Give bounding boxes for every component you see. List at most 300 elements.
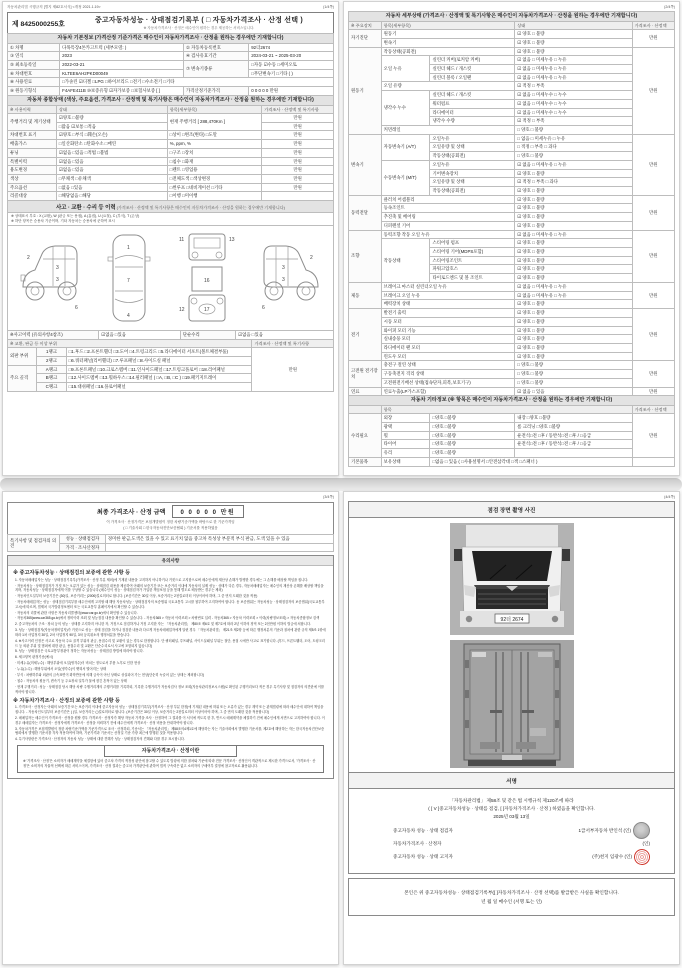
cell: ☑ 양호 □ 불량: [515, 352, 632, 361]
cell: 냉각수 누수: [381, 91, 430, 126]
cell: 동력조향 작동 오일 누유: [381, 230, 515, 239]
cell: ☑ 양호 □ 불량: [515, 187, 632, 196]
cell: ☑ 없음 □ 미세누유 □ 누유: [515, 230, 632, 239]
cell: 유리: [381, 449, 430, 458]
accident-section-title: 사고 · 교환 · 수리 등 이력: [56, 204, 116, 211]
table-row: [349, 195, 675, 204]
confirm-line: ( [ V ]중고자동차성능 · 상태를 점검, [ ]자동차가격조사 · 산정 ) 하였음을 확인합니다.: [428, 805, 595, 811]
table-row: [349, 396, 675, 406]
cell: 조향: [349, 230, 382, 282]
legal-paragraph: · 자동차의 리콜에 관한 사항은 자동차리콜센터(www.car.go.kr)에서 확인할 수 있습니다.: [15, 610, 138, 615]
cell: □9.프론트패널 □10.크로스멤버 □11.인사이드패널 □17.트렁크플로어 □18.리어패널: [66, 365, 252, 374]
table-row: [349, 221, 675, 230]
cell: 타이어: [381, 440, 430, 449]
exchange-panel-table: [7, 339, 334, 392]
cell: ※ 사용이력: [8, 105, 57, 113]
signer-name: (인): [642, 841, 650, 847]
notice-s1-title: ※ 중고자동차성능 · 상태점검의 보증에 관한 사항 등: [13, 570, 131, 577]
cell: 윈도우 모터: [381, 352, 515, 361]
cell: 클러치 어셈블리: [381, 195, 515, 204]
cell: ⑥ 차대번호: [8, 69, 60, 78]
cell: 스티어링조인트: [430, 256, 515, 265]
cell: □양호 □불량: [430, 431, 515, 440]
cell: 작동상태(공회전): [381, 47, 515, 56]
car-diagram-side-left: [13, 229, 89, 327]
legal-paragraph: 4. 특기사항란은 가격조사 · 산정자의 자동차 성능 · 상태에 대한 견해가 성능 · 상태점검자의 견해와 다를 경우 표시합니다.: [15, 737, 185, 742]
cell: ③ 연식: [8, 52, 60, 61]
table-row: [349, 239, 675, 248]
cell: ☑ 적정 □ 부족 □ 과다: [515, 178, 632, 187]
diagram-number: 3: [55, 264, 59, 271]
cell: ☑ 양호 □ 불량: [515, 274, 632, 283]
cell: 주요옵션: [8, 183, 57, 192]
cell: 변속기: [381, 38, 515, 47]
basic-info-table: [7, 33, 334, 96]
cell: ☑ 없음 □ 있음: [515, 387, 632, 396]
page-mark-2: (2/4쪽): [664, 5, 675, 9]
cell: 수리필요: [349, 414, 382, 458]
cell: 발전기 출력: [381, 309, 515, 318]
price-term-box: [17, 745, 324, 773]
cell: 다목특장4톤카고트럭 (세부모델: ): [60, 43, 184, 52]
detail-header: 자동차 세부상태 (가격조사 · 산정액 및 특기사항은 매수인이 자동차가격조사 · 산정을 원하는 경우에만 기재합니다): [349, 12, 675, 22]
legal-paragraph: · 자동차매매업자는 성능 · 상태점검기록부를 매수인에게 고지할 때 해당 자동차성능 · 상태점검자의 보증범위 국토교통부 고시를 첨부하여 고지하여야 합니다. 동 보증범위는 자동차성능 · 상태점검자의 보증범위(국토교통부 고시)에 따르며, 법제처 국가법령정보센터 또는 국토교통부 홈페이지에서 확인할 수 있습니다.: [15, 600, 325, 609]
cell: ☑없음 □있음: [236, 330, 334, 339]
basic-info-header: 자동차 기본정보 (가격산정 기준가격은 매수인이 자동차가격조사 · 산정을 원하는 경우에만 기재합니다): [8, 34, 334, 44]
cell: 1랭크: [37, 348, 66, 357]
cell: 오일 유량: [381, 82, 515, 91]
diagram-number: 17: [204, 306, 210, 313]
cell: 오일유량 및 상태: [430, 143, 515, 152]
cell: 만원: [262, 183, 334, 192]
cell: 냉각수 수량: [430, 117, 515, 126]
company-stamp-icon: [633, 848, 652, 867]
table-row: [349, 213, 675, 222]
cell: ☑ 없음 □ 미세누유 □ 누유: [515, 73, 632, 82]
legal-paragraph: · 자동차365(www.car365.go.kr)에서 정비이력 조회 및 성능점검 내용을 확인할 수 있습니다. - 자동차365 > 자동차 이력조회 > 차량번호 입력 - 자동차365 > 자동차 이력조회 > 이력(차량정보조회) > 자동차종합정보 검색: [15, 616, 320, 621]
accident-section-bar: [7, 200, 334, 213]
table-row: [8, 166, 334, 175]
page-2: [343, 1, 680, 476]
diagram-number: 4: [126, 312, 130, 319]
cell: ☑양호 □불량: [56, 113, 167, 122]
signer-role: 중고자동차 성능 · 상태 고지자: [393, 854, 453, 860]
cell: 실린더 헤드 / 개스킷: [430, 64, 515, 73]
photo-area: [348, 517, 675, 773]
legal-paragraph: · 미세누유(미세누수) : 해당부위에 오일(냉각수)이 비치는 정도로서 부품 노후로 인한 현상: [15, 661, 141, 666]
cell: 원동기: [381, 30, 515, 39]
cell: □ 양호 □ 불량: [515, 361, 632, 370]
diagram-number: 12: [179, 306, 185, 313]
cell: ☑ 없음 □ 미세누수 □ 누수: [515, 91, 632, 100]
signer-row-notifier: [393, 849, 650, 865]
form-note: 자동차관리법 시행규칙 [별지 제82호서식] <개정 2021.1.19>: [7, 5, 101, 9]
cell: 가격조사 · 산정액 및 특기사항: [262, 105, 334, 113]
law-reference-line: 「자동차관리법」 제58조 및 같은 법 시행규칙 제120조에 따라: [449, 798, 574, 803]
legal-paragraph: 1. 가격조사 · 산정자는 아래의 보증기간 또는 보증거리 이내에 중고자동차 성능 · 상태점검기록부(가격조사 · 산정 부분 한정)에 기재된 내용에 허위 또는 오류가 있는 경우 계약 또는 관계법령에 따라 매수인에 대하여 책임을 집니다. - 자동차인도일부터 보증기간은 ( )일, 보증거리는 ( )킬로미터로 합니다. (보증기간은 30일 이상, 보증거리는 2천킬로미터 이상이어야 하며, 그 중 먼저 도래한 것을 적용합니다): [15, 705, 324, 715]
table-row: [8, 339, 334, 347]
signer-role: 중고자동차 성능 · 상태 점검자: [393, 827, 453, 833]
detail-status-table: [348, 11, 675, 396]
cell: 실내송풍 모터: [381, 335, 515, 344]
cell: 동력전달: [349, 195, 382, 230]
notice-s1-paragraphs: [8, 578, 333, 695]
cell: 현재 주행거리 [ 288,470Km ]: [167, 113, 262, 130]
cell: 만원: [632, 47, 674, 134]
cell: ☑ 양호 □ 불량: [515, 38, 632, 47]
cell: ☑없음 □있음: [56, 157, 167, 166]
legal-paragraph: · 자동차인도일부터 보증기간은 (30)일, 보증거리는 (2000)킬로미터로 합니다. (보증기간은 30일 이상, 보증거리는 2천킬로미터 이상이어야 하며, 그 중 먼저 도래한 것을 적용): [15, 594, 258, 599]
table-row: [8, 113, 334, 122]
final-price-note-1: 이 가격조사 · 산정가격은 보험개발원이 정한 차량기준가액을 바탕으로 한 기준가격임: [106, 519, 235, 524]
diagram-number: 7: [126, 277, 130, 284]
cell: 만원: [262, 175, 334, 184]
photo-section-title: 점검 장면 촬영 사진: [348, 501, 675, 518]
cell: 가격조사 · 산정액: [632, 405, 674, 413]
cell: 가격산정기준가격: [184, 87, 249, 96]
cell: 전기: [349, 309, 382, 361]
cell: ☑ 적정 □ 부족: [515, 117, 632, 126]
cell: □무채색 □유채색: [56, 175, 167, 184]
table-row: [8, 95, 334, 105]
doc-title: 중고자동차성능 · 상태점검기록부 ( □ 자동차가격조사 · 산정 선택 ): [94, 17, 303, 24]
cell: □자동 ☑수동 □세미오토: [249, 61, 334, 70]
cell: □렌트 □영업용: [167, 166, 262, 175]
cell: 만원: [262, 122, 334, 131]
cell: 내장 □양호 □불량: [515, 414, 632, 423]
license-plate: 92더 2674: [500, 617, 523, 623]
cell: □썬루프 □네비게이션 □기타: [167, 183, 262, 192]
cell: ☑ 없음 □ 미세누유 □ 누유: [515, 64, 632, 73]
cell: 배력장치 상태: [381, 300, 515, 309]
table-row: [349, 21, 675, 29]
cell: 타이로드엔드 및 볼 조인트: [430, 274, 515, 283]
table-row: [8, 105, 334, 113]
cell: 만원: [632, 309, 674, 361]
cell: ☑ 양호 □ 불량: [515, 317, 632, 326]
legal-paragraph: · 부식 : 차량하부와 외판의 금속표면이 화학반응에 의해 금속이 아닌 상태로 상실되어 가는 현상(단순히 녹슬어 있는 상태는 제외합니다): [15, 673, 205, 678]
cell: 색상: [8, 175, 57, 184]
diagram-note-1: ※ 상태표시 부호 : X (교환), W (판금 또는 용접), A (흠집), U (요철), C (부식), T (손상): [11, 214, 140, 219]
diagram-number: 13: [229, 236, 235, 243]
table-row: [349, 431, 675, 440]
cell: 만원: [262, 157, 334, 166]
legal-paragraph: 1. 자동차매매업자는 성능 · 상태점검기록부(가격조사 · 산정 부분 제외)에 기재된 내용을 고지하지 아니하거나 거짓으로 고지함으로써 매수인에게 재산상 손해가 발생한 경우에는 그 손해를 배상할 책임을 집니다.: [15, 577, 309, 582]
cell: [632, 457, 674, 466]
diagram-number: 6: [74, 304, 78, 311]
page-3: [2, 491, 339, 965]
doc-subtitle: ※ 자동차가격조사 · 산정은 매수인이 원하는 경우 제공하는 서비스입니다.: [143, 26, 255, 30]
cell: 실린더 커버(로커암 커버): [430, 56, 515, 65]
cell: ② 자동차등록번호: [184, 43, 249, 52]
cell: ⑦ 변속기종류: [184, 61, 249, 78]
table-row: [349, 38, 675, 47]
car-diagram-top: [96, 229, 162, 327]
cell: 자기진단: [349, 30, 382, 47]
table-row: [349, 47, 675, 56]
table-row: [8, 34, 334, 44]
diagram-number: 11: [179, 236, 185, 243]
table-row: [349, 378, 675, 387]
cell: 만원: [632, 134, 674, 195]
cell: □1.후드 □2.프론트휀더 □3.도어 □4.트렁크리드 □5.라디에이터 서포트(볼트체결부품): [66, 348, 252, 357]
cell: □전체도색 □색상변경: [167, 175, 262, 184]
signer-name: 1급서부자동차 반인석 (인): [578, 827, 631, 833]
cell: ☑ 양호 □ 불량: [515, 169, 632, 178]
table-row: [349, 335, 675, 344]
table-row: [8, 183, 334, 192]
car-diagram-side-right: [252, 229, 328, 327]
title-box: [7, 12, 334, 34]
diagram-number: 3: [282, 276, 286, 283]
cell: 작동상태(공회전): [430, 187, 515, 196]
table-row: [349, 82, 675, 91]
notice-s2-title: ※ 자동차가격조사 · 산정의 보증에 관한 사항 등: [13, 698, 121, 705]
cell: ☑없음 □있음: [99, 330, 181, 339]
table-row: [349, 370, 675, 379]
cell: ☑ 양호 □ 불량: [515, 335, 632, 344]
cell: 2랭크: [37, 356, 66, 365]
cell: 운전석□전 □후 / 동반석□전 □후 / □응급: [515, 431, 632, 440]
page-divider: [0, 478, 682, 491]
cell: □없음 □ 있음 ( □사용설명서 □안전삼각대 □잭 □스패너 ): [430, 457, 632, 466]
cell: ☑ 양호 □ 불량: [515, 30, 632, 39]
cell: 만원: [632, 282, 674, 308]
cell: 만원: [262, 131, 334, 140]
cell: 고전원 전기장치: [349, 361, 382, 387]
table-row: [349, 326, 675, 335]
cell: 변속기: [349, 134, 382, 195]
cell: □ 양호 □ 불량: [515, 378, 632, 387]
cell: 휠: [381, 431, 430, 440]
cell: 브레이크 오일 누유: [381, 291, 515, 300]
notice-section: [7, 555, 334, 778]
cell: ⑧ 사용연료: [8, 78, 60, 87]
cell: B랭크: [37, 374, 66, 383]
cell: 보유상태: [381, 457, 430, 466]
cell: 연료: [349, 387, 382, 396]
cell: 실린더 헤드 / 개스킷: [430, 91, 515, 100]
cell: □양호 □불량: [430, 414, 515, 423]
cell: 파워고압호스: [430, 265, 515, 274]
table-row: [349, 56, 675, 65]
table-row: [349, 309, 675, 318]
diagram-number: 2: [310, 254, 314, 261]
cell: 2022-03-21: [60, 61, 184, 70]
cell: ☑양호 □부식 □훼손(오손): [56, 131, 167, 140]
cell: [349, 405, 382, 413]
table-row: [349, 291, 675, 300]
table-row: [349, 352, 675, 361]
table-row: [349, 230, 675, 239]
cell: 실린더 블록 / 오일팬: [430, 73, 515, 82]
cell: C랭크: [37, 383, 66, 392]
table-row: [8, 175, 334, 184]
cell: □양호 □불량: [430, 423, 515, 432]
cell: 디퍼렌셜 기어: [381, 221, 515, 230]
cell: [515, 449, 632, 458]
cell: □ 양호 □ 불량: [515, 370, 632, 379]
inspection-date: 2025년 03월 13일: [493, 813, 530, 819]
comprehensive-status-table: [7, 95, 334, 201]
cell: 스티어링 기어(MDPS포함): [430, 248, 515, 257]
cell: 충전구 절연 상태: [381, 361, 515, 370]
table-row: [349, 160, 675, 169]
truck-front-photo: [450, 523, 574, 635]
cell: ☑없음 □있음: [56, 166, 167, 175]
cell: 추진축 및 베어링: [381, 213, 515, 222]
cell: ☑ 양호 □ 불량: [515, 265, 632, 274]
cell: 2023: [60, 52, 184, 61]
diagram-number: 3: [55, 276, 59, 283]
page-mark-4: (4/4쪽): [664, 495, 675, 499]
cell: 상태: [56, 105, 167, 113]
cell: 차대번호 표기: [8, 131, 57, 140]
legal-paragraph: 2. 중고자동차의 구조 · 장치 등의 성능 · 상태를 고지하지 아니한 자, 거짓으로 점검하거나 거짓 고지한 자는 「자동차관리법」 제80조 제6호 및 제7호에 따라 2년 이하의 징역 또는 2천만원 이하의 벌금에 처합니다.: [15, 622, 311, 627]
cell: 0 0 0 0 0 만원: [249, 87, 334, 96]
cell: 항목(세부항목): [381, 21, 515, 29]
inspector-stamp-icon: [633, 822, 650, 839]
cell: 항목: [381, 405, 632, 413]
cell: ☑ 없음 □ 미세누유 □ 누유: [515, 160, 632, 169]
cell: 작동상태: [381, 239, 430, 283]
cell: ☑ 없음 □ 미세누수 □ 누수: [515, 99, 632, 108]
cell: 외판 부위: [8, 348, 37, 365]
page-4: [343, 491, 680, 965]
cell: ☑ 없음 □ 미세누유 □ 누유: [515, 282, 632, 291]
cell: 가격 · 조사산정자: [60, 543, 106, 552]
cell: 룸 크리닝 □양호 □불량: [515, 423, 632, 432]
doc-number: 제 8425000255호: [12, 21, 65, 28]
cell: 등속조인트: [381, 204, 515, 213]
cell: 단순수리: [180, 330, 235, 339]
table-row: [349, 134, 675, 143]
cell: ☑ 없음 □ 미세누유 □ 누유: [515, 56, 632, 65]
final-price-amount: 0 0 0 0 0 만원: [172, 505, 245, 518]
table-row: [349, 457, 675, 466]
diagram-number: 3: [282, 264, 286, 271]
legal-paragraph: 4. ※사고이력 인정은 사고로 자동차 주요 골격 부위의 판금, 용접수리 및 교환이 있는 경우로 한정합니다. 단 쿼터패널, 루프패널, 사이드실패널 부위는 절단, 용접 시에만 사고로 표기합니다. (후드, 프론트휀더, 도어, 트렁크리드 등 외판 부위 및 범퍼에 대한 판금, 용접수리 및 교환은 단순수리로서 사고에 포함되지 않습니다): [15, 638, 325, 648]
cell: □ 없음 □ 미세누유 □ 누유: [515, 134, 632, 143]
cell: ☑없음 □있음 □적법 □불법: [56, 148, 167, 157]
cell: □ 양호 □ 불량: [515, 125, 632, 134]
cell: 자동변속기 (A/T): [381, 134, 430, 160]
diagram-note-2: ※ 하단 항목은 승용차 기준이며, 기타 자동차는 승용차에 준하여 표시: [11, 219, 115, 224]
cell: 만원: [252, 348, 334, 392]
table-row: [349, 204, 675, 213]
inspector-opinion-table: [7, 534, 334, 552]
cell: 만원: [632, 387, 674, 396]
legal-paragraph: 2. 매매업자는 매수인이 가격조사 · 산정을 원할 경우 가격조사 · 산정자가 해당 자동차 가격을 조사 · 산정하여 그 결과를 이 서식에 적도록 한 후, 반드시 매매계약을 체결하기 전에 매수인에게 서면으로 고지하여야 합니다. 이 경우 매매업자는 가격조사 · 산정자에게 가격조사 · 산정을 의뢰하기 전에 매수인에게 가격조사 · 산정 비용을 안내하여야 합니다.: [15, 715, 325, 725]
cell: □12.사이드멤버 □13.휠하우스 □14.필러패널 ( □A, □B, □C ) □19.패키지트레이: [66, 374, 252, 383]
table-row: [349, 343, 675, 352]
cell: □많음 ☑보통 □적음: [56, 122, 167, 131]
cell: 가격조사 · 산정액: [632, 21, 674, 29]
final-price-box: [7, 502, 334, 535]
etc-info-table: [348, 395, 675, 466]
cell: 만원: [632, 30, 674, 47]
cell: 특기사항 및 점검자의 의견: [8, 535, 60, 552]
comprehensive-header: 자동차 종합상태 (색상, 주요옵션, 가격조사 · 산정액 및 특기사항은 매수인이 자동차가격조사 · 산정을 원하는 경우에만 기재합니다): [8, 95, 334, 105]
page-mark-3: (3/4쪽): [323, 495, 334, 499]
notice-title: 유의사항: [8, 556, 333, 566]
signer-row-appraiser: [393, 841, 650, 847]
cell: ※사고이력 (유의사항4참조): [8, 330, 99, 339]
cell: ☑ 양호 □ 불량: [515, 309, 632, 318]
cell: ※ 주요장치: [349, 21, 382, 29]
table-row: [8, 52, 334, 61]
car-damage-diagram: [7, 225, 334, 331]
table-row: [8, 157, 334, 166]
cell: 고전원전기배선 상태(접속단자,피복,보호기구): [381, 378, 515, 387]
cell: 경미한 판금,도색은 있을 수 있고 표기치 않음 중고차 특성상 부분적 부식 판금, 도색 있을 수 있음: [105, 535, 333, 544]
accident-section-note: (가격조사 · 산정액 및 특기사항은 매수인이 자동차가격조사 · 산정을 원하는 경우에만 기재합니다): [116, 204, 285, 210]
cell: 원동기: [349, 47, 382, 134]
cell: ☑ 양호 □ 불량: [515, 213, 632, 222]
car-diagram-front-rear: [169, 229, 245, 327]
cell: □가솔린 ☑디젤 □LPG □하이브리드 □전기 □수소전기 □기타: [60, 78, 334, 87]
table-row: [349, 282, 675, 291]
cell: 오일유량 및 상태: [430, 178, 515, 187]
cell: 커먼레일: [381, 125, 515, 134]
cell: 만원: [262, 148, 334, 157]
cell: □없음 □있음: [56, 183, 167, 192]
cell: 기어변속장치: [430, 169, 515, 178]
legal-paragraph: 5. 성능 · 상태점검은 국토교통부장관이 정하는 자동차성능 · 상태점검 방법에 따라야 합니다.: [15, 649, 144, 654]
legal-paragraph: 3. 자동차가격은 보험개발원이 정한 차량기준가액을 기준가격으로 조사 · 산정하되, 기준서는 「자동차관리법」 제58조의4제1호에 해당하는 자는 기술사회에서 발행한 기준서를, 제2호에 해당하는 자는 한국자동차진단보증협회에서 발행한 기준서를 각자 적용하여야 하며, 기준가격과 기준서는 산정일 기준 가장 최근에 발행된 것을 적용합니다.: [15, 726, 325, 736]
cell: □해당없음 □해당: [56, 192, 167, 201]
cell: KLTEE6AH2PKD00049: [60, 69, 184, 78]
cell: ④ 검사유효기간: [184, 52, 249, 61]
table-row: [8, 78, 334, 87]
cell: ☑ 양호 □ 불량: [515, 47, 632, 56]
cell: 광택: [381, 423, 430, 432]
cell: 제동: [349, 282, 382, 308]
cell: ⑤ 최초등록일: [8, 61, 60, 70]
table-row: [349, 300, 675, 309]
cell: 라디에이터 팬 모터: [381, 343, 515, 352]
cell: □ 양호 □ 불량: [515, 152, 632, 161]
cell: ☑ 양호 □ 불량: [515, 221, 632, 230]
signature-body: [348, 788, 675, 874]
final-price-title: 최종 가격조사 · 산정 금액: [96, 509, 166, 516]
cell: 오일 누유: [381, 56, 430, 82]
table-row: [349, 91, 675, 100]
cell: □6.쿼터패널(리어휀더) □7.루프패널 □8.사이드실 패널: [66, 356, 252, 365]
cell: 특별이력: [8, 157, 57, 166]
cell: 외장: [381, 414, 430, 423]
cell: ☑ 양호 □ 불량: [515, 326, 632, 335]
cell: 주행거리 및 계기상태: [8, 113, 57, 130]
table-row: [8, 61, 334, 70]
page-1: [2, 1, 339, 476]
table-row: [349, 361, 675, 370]
legal-paragraph: 6. 체크항목 판정기준(예시): [15, 655, 54, 660]
cell: 워터펌프: [430, 99, 515, 108]
cell: 92더2674: [249, 43, 334, 52]
table-row: [8, 535, 334, 544]
table-row: [8, 148, 334, 157]
cell: 와이퍼 모터 기능: [381, 326, 515, 335]
table-row: [349, 30, 675, 39]
cell: ☑ 양호 □ 불량: [515, 300, 632, 309]
table-row: [8, 140, 334, 149]
cell: 만원: [632, 195, 674, 230]
table-row: [8, 348, 334, 357]
table-row: [349, 423, 675, 432]
signer-name: (주)천지 임광수 (인): [592, 854, 632, 860]
signer-row-inspector: [393, 822, 650, 839]
